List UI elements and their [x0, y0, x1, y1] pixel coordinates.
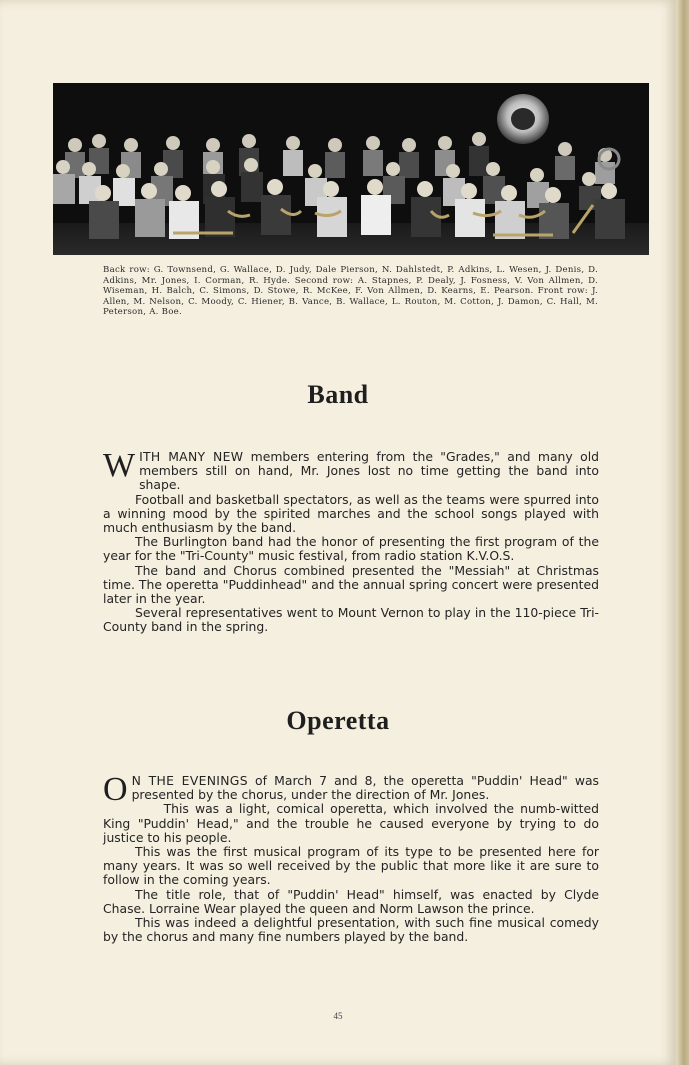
band-article	[103, 447, 599, 635]
operetta-paragraph-4: The title role, that of "Puddin' Head" himself, was enacted by Clyde Chase. Lorraine Wear played the queen and Norm Lawson the prince.	[103, 886, 599, 916]
band-heading: Band	[307, 380, 369, 409]
book-spine-edge	[676, 0, 689, 1065]
band-lead-text: ITH MANY NEW	[139, 449, 244, 464]
operetta-heading: Operetta	[286, 706, 390, 735]
operetta-paragraph-3: This was the first musical program of its type to be presented here for many years. It was so well received by the public that more like it are sure to follow in the coming years.	[103, 844, 599, 888]
operetta-paragraph-5: This was indeed a delightful presentation, with such fine musical comedy by the chorus and many fine numbers played by the band.	[103, 915, 599, 945]
band-dropcap: W	[103, 447, 136, 484]
band-paragraph-4: The band and Chorus combined presented the "Messiah" at Christmas time. The operetta "Puddinhead" and the annual spring concert were presented later in the year.	[103, 562, 599, 607]
operetta-paragraph-2: This was a light, comical operetta, which involved the numb-witted King "Puddin' Head," and the trouble he caused everyone by trying to do justice to his people.	[103, 801, 599, 845]
band-paragraph-2: Football and basketball spectators, as well as the teams were spurred into a winning mood by the spirited marches and the school songs played with much enthusiasm by the band.	[103, 491, 599, 536]
operetta-article	[103, 771, 600, 945]
operetta-paragraph-1	[103, 771, 600, 808]
operetta-lead-text: N THE EVENINGS	[131, 773, 248, 788]
operetta-dropcap: O	[103, 771, 128, 808]
band-group-photo	[53, 83, 649, 255]
photo-caption: Back row: G. Townsend, G. Wallace, D. Judy, Dale Pierson, N. Dahlstedt, P. Adkins, L. Wesen, J. Denis, D. Adkins, Mr. Jones, I. Corman, R. Hyde. Second row: A. Stapnes, P. Dealy, J. Fosness, V. Von Allmen, D. Wiseman, H. Balch, C. Simons, D. Stowe, R. McKee, F. Von Allmen, D. Kearns, E. Pearson. Front row: J. Allen, M. Nelson, C. Moody, C. Hiener, B. Vance, B. Wallace, L. Routon, M. Cotton, J. Damon, C. Hall, M. Peterson, A. Boe.	[103, 265, 598, 318]
operetta-paragraph-1-text: of March 7 and 8, the operetta "Puddin' Head" was presented by the chorus, under the direction of Mr. Jones.	[131, 773, 600, 803]
band-photo-illustration	[53, 83, 649, 255]
page-number: 45	[333, 1011, 343, 1021]
band-paragraph-1	[103, 447, 599, 493]
band-paragraph-1-text: members entering from the "Grades," and many old members still on hand, Mr. Jones lost no time getting the band into shape.	[139, 449, 599, 493]
band-paragraph-3: The Burlington band had the honor of presenting the first program of the year for the "Tri-County" music festival, from radio station K.V.O.S.	[103, 534, 599, 564]
band-paragraph-5: Several representatives went to Mount Vernon to play in the 110-piece Tri-County band in the spring.	[103, 605, 599, 635]
